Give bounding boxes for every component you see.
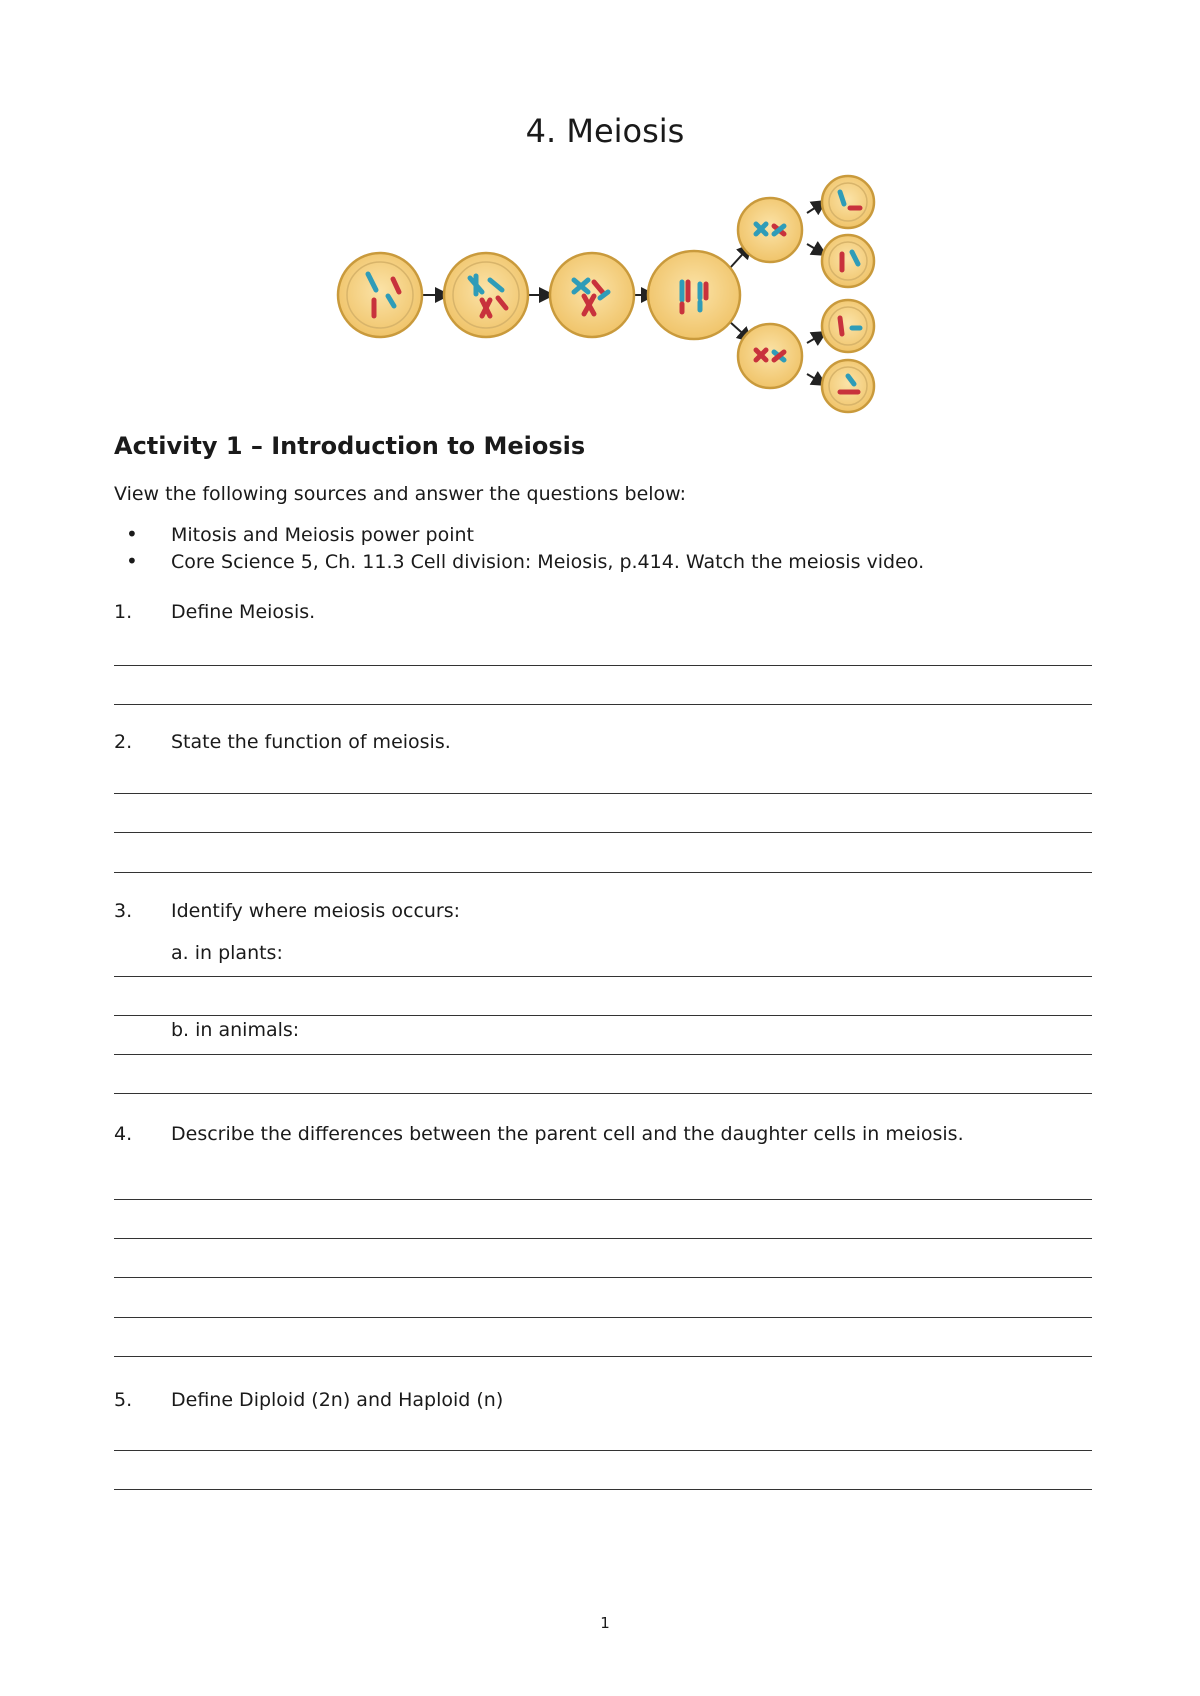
answer-line[interactable] (114, 1015, 1092, 1016)
page-number: 1 (600, 1614, 610, 1632)
list-item-text: Core Science 5, Ch. 11.3 Cell division: Meiosis, p.414. Watch the meiosis video. (171, 551, 925, 573)
answer-line[interactable] (114, 1489, 1092, 1490)
question-number: 2. (114, 731, 133, 753)
question-number: 1. (114, 601, 133, 623)
sub-question-b: b. in animals: (171, 1019, 300, 1041)
answer-line[interactable] (114, 976, 1092, 977)
question-number: 3. (114, 900, 133, 922)
activity-heading: Activity 1 – Introduction to Meiosis (114, 432, 586, 460)
bullet-icon: • (126, 549, 138, 573)
answer-line[interactable] (114, 665, 1092, 666)
answer-line[interactable] (114, 1450, 1092, 1451)
answer-line[interactable] (114, 1238, 1092, 1239)
page-title: 4. Meiosis (525, 112, 685, 150)
question-text: Describe the differences between the parent cell and the daughter cells in meiosis. (171, 1123, 964, 1145)
answer-line[interactable] (114, 1356, 1092, 1357)
answer-line[interactable] (114, 832, 1092, 833)
sub-question-a: a. in plants: (171, 942, 283, 964)
bullet-icon: • (126, 522, 138, 546)
answer-line[interactable] (114, 1054, 1092, 1055)
answer-line[interactable] (114, 1199, 1092, 1200)
question-number: 5. (114, 1389, 133, 1411)
question-text: State the function of meiosis. (171, 731, 451, 753)
question-text: Define Meiosis. (171, 601, 316, 623)
answer-line[interactable] (114, 704, 1092, 705)
question-text: Identify where meiosis occurs: (171, 900, 461, 922)
answer-line[interactable] (114, 1093, 1092, 1094)
answer-line[interactable] (114, 1317, 1092, 1318)
question-number: 4. (114, 1123, 133, 1145)
question-text: Define Diploid (2n) and Haploid (n) (171, 1389, 504, 1411)
list-item-text: Mitosis and Meiosis power point (171, 524, 474, 546)
answer-line[interactable] (114, 872, 1092, 873)
answer-line[interactable] (114, 1277, 1092, 1278)
parent-cell (338, 253, 422, 337)
activity-intro: View the following sources and answer the questions below: (114, 483, 687, 505)
meiosis-diagram-icon (330, 168, 880, 418)
answer-line[interactable] (114, 793, 1092, 794)
